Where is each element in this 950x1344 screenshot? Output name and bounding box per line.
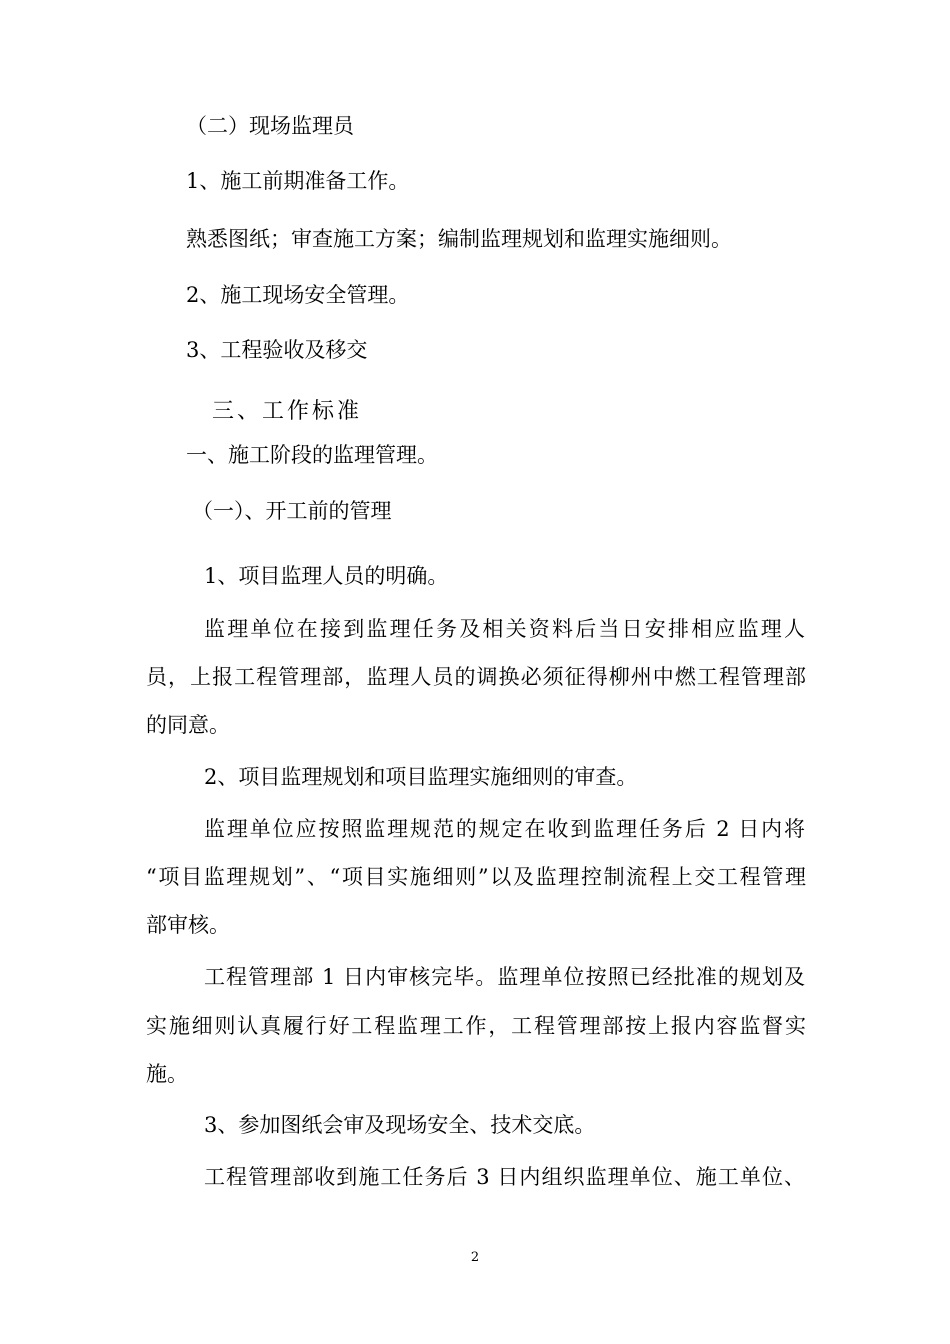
list-item-drawing-review: 3、参加图纸会审及现场安全、技术交底。 xyxy=(204,1113,596,1137)
paragraph-line: 工程管理部 1 日内审核完毕。监理单位按照已经批准的规划及 xyxy=(204,965,805,989)
paragraph-line: 熟悉图纸；审查施工方案；编制监理规划和监理实施细则。 xyxy=(186,227,732,251)
list-item-plan-review: 2、项目监理规划和项目监理实施细则的审查。 xyxy=(204,765,638,789)
paragraph-line: 监理单位应按照监理规范的规定在收到监理任务后 2 日内将 xyxy=(204,817,805,841)
paragraph-line: 监理单位在接到监理任务及相关资料后当日安排相应监理人 xyxy=(204,617,805,641)
paragraph-line: “项目监理规划”、“项目实施细则”以及监理控制流程上交工程管理 xyxy=(146,865,806,889)
list-item-personnel: 1、项目监理人员的明确。 xyxy=(204,564,449,588)
paragraph-line: 部审核。 xyxy=(146,913,230,937)
section-heading-construction-phase: 一、施工阶段的监理管理。 xyxy=(186,443,438,467)
list-item-preparation: 1、施工前期准备工作。 xyxy=(186,169,410,193)
paragraph-line: 员，上报工程管理部，监理人员的调换必须征得柳州中燃工程管理部 xyxy=(146,665,806,689)
section-heading-field-supervisor: （二）现场监理员 xyxy=(186,114,354,138)
subsection-heading-pre-construction: （一）、开工前的管理 xyxy=(192,499,392,523)
paragraph-line: 工程管理部收到施工任务后 3 日内组织监理单位、施工单位、 xyxy=(204,1165,805,1189)
paragraph-line: 实施细则认真履行好工程监理工作，工程管理部按上报内容监督实 xyxy=(146,1014,806,1038)
chapter-heading-work-standards: 三、工作标准 xyxy=(212,399,363,424)
page-number: 2 xyxy=(470,1250,480,1265)
list-item-safety-management: 2、施工现场安全管理。 xyxy=(186,283,410,307)
paragraph-line: 的同意。 xyxy=(146,713,230,737)
paragraph-line: 施。 xyxy=(146,1062,188,1086)
list-item-acceptance: 3、工程验收及移交 xyxy=(186,338,368,362)
